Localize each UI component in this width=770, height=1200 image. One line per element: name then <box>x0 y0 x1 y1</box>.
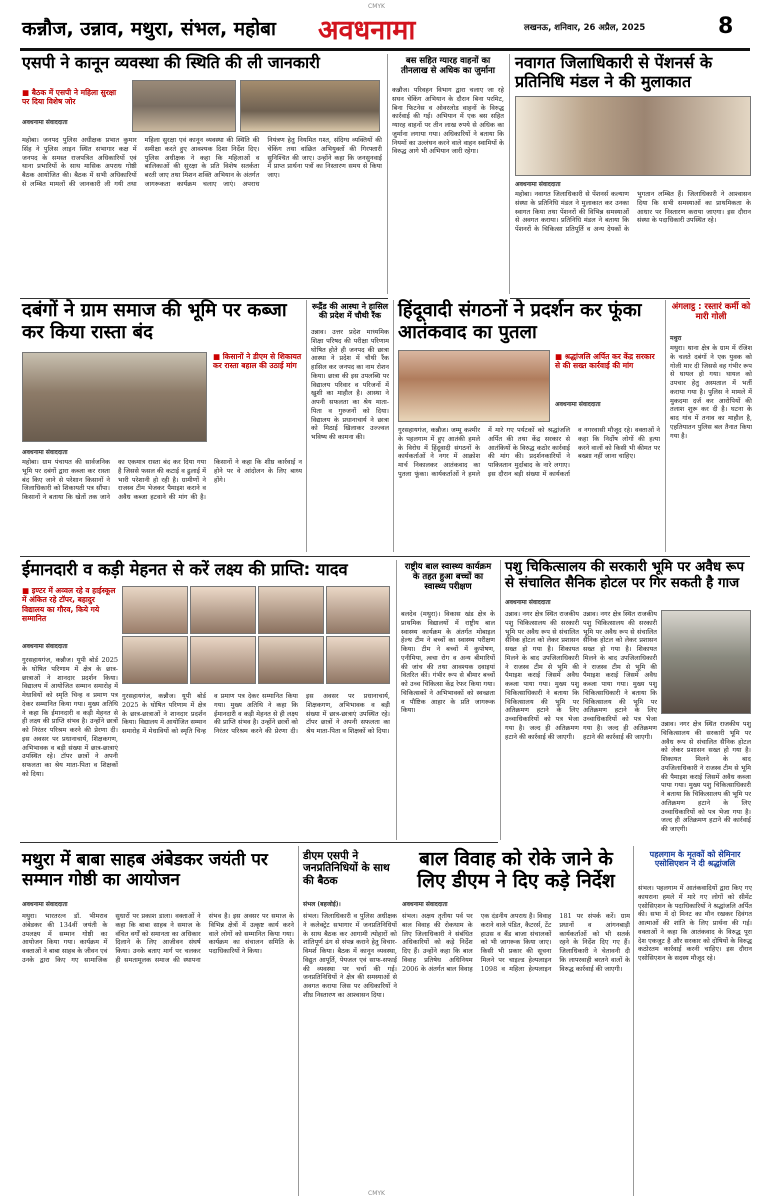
body-imaandari-right: गुरसहायगंज, कन्नौज। यूपी बोर्ड 2025 के घोषित परिणाम में क्षेत्र के छात्र-छात्राओं ने शानदार प्रदर्शन किया। विद्यालय में आयोजित सम्मान समारोह में मेधावियों को स्मृति चिन्ह व प्रमाण पत्र देकर सम्मानित किया गया। मुख्य अतिथि ने कहा कि ईमानदारी व कड़ी मेहनत से ही लक्ष्य की प्राप्ति संभव है। उन्होंने छात्रों को निरंतर परिश्रम करने की प्रेरणा दी। इस अवसर पर प्रधानाचार्य, शिक्षकगण, अभिभावक व बड़ी संख्या में छात्र-छात्राएं उपस्थित रहे। टॉपर छात्रों ने अपनी सफलता का श्रेय माता-पिता व शिक्षकों को दिया। <box>122 692 390 736</box>
body-health: बलदेव (मथुरा)। विकास खंड क्षेत्र के प्राथमिक विद्यालयों में राष्ट्रीय बाल स्वास्थ्य कार्यक्रम के अंतर्गत मोबाइल हेल्थ टीम ने बच्चों का स्वास्थ्य परीक्षण किया। टीम ने बच्चों में कुपोषण, एनीमिया, त्वचा रोग व अन्य बीमारियों की जांच की तथा आवश्यक दवाइयां वितरित कीं। गंभीर रूप से बीमार बच्चों को उच्च चिकित्सा केंद्र रेफर किया गया। चिकित्सकों ने अभिभावकों को स्वच्छता व पौष्टिक आहार के प्रति जागरूक किया। <box>401 610 495 715</box>
page-number: 8 <box>718 14 734 39</box>
byline-hindu: अवधनामा संवाददाता <box>555 401 601 408</box>
body-child-marriage: संभल। अक्षय तृतीया पर्व पर बाल विवाह की रोकथाम के लिए जिलाधिकारी ने संबंधित अधिकारियों को कड़े निर्देश दिए हैं। उन्होंने कहा कि बाल विवाह प्रतिषेध अधिनियम 2006 के अंतर्गत बाल विवाह एक दंडनीय अपराध है। विवाह कराने वाले पंडित, कैटरर्स, टेंट हाउस व बैंड बाजा संचालकों को भी जागरूक किया जाए। किसी भी प्रकार की सूचना मिलने पर चाइल्ड हेल्पलाइन 1098 व महिला हेल्पलाइन 181 पर संपर्क करें। ग्राम प्रधानों व आंगनबाड़ी कार्यकर्ताओं को भी सतर्क रहने के निर्देश दिए गए हैं। जिलाधिकारी ने चेतावनी दी कि लापरवाही बरतने वालों के विरुद्ध कार्रवाई की जाएगी। <box>402 912 630 973</box>
byline-anglaat: मथुरा <box>670 335 682 342</box>
byline-ambedkar: अवधनामा संवाददाता <box>22 901 68 908</box>
byline-child-marriage: अवधनामा संवाददाता <box>402 901 448 908</box>
body-rudrain: उन्नाव। उत्तर प्रदेश माध्यमिक शिक्षा परिषद की परीक्षा परिणाम घोषित होते ही जनपद की छात्रा आस्था ने प्रदेश में चौथी रैंक हासिल कर जनपद का नाम रोशन किया। छात्रा की इस उपलब्धि पर विद्यालय परिवार व परिजनों में खुशी का माहौल है। आस्था ने अपनी सफलता का श्रेय माता-पिता व गुरुजनों को दिया। विद्यालय के प्रधानाचार्य ने छात्रा को मिठाई खिलाकर उज्ज्वल भविष्य की कामना की। <box>311 328 389 442</box>
photo-imaandari-3 <box>258 586 324 634</box>
body-pashu-col2: उन्नाव। नगर क्षेत्र स्थित राजकीय पशु चिकित्सालय की सरकारी भूमि पर अवैध रूप से संचालित सैनिक होटल को लेकर प्रशासन सख्त हो गया है। शिकायत मिलने के बाद उपजिलाधिकारी ने राजस्व टीम से भूमि की पैमाइश कराई जिसमें अवैध कब्जा पाया गया। मुख्य पशु चिकित्साधिकारी ने बताया कि चिकित्सालय की भूमि पर अतिक्रमण हटाने के लिए उच्चाधिकारियों को पत्र भेजा गया है। जल्द ही अतिक्रमण हटाने की कार्रवाई की जाएगी। <box>583 610 657 741</box>
headline-dm-meeting: डीएम एसपी ने जनप्रतिनिधियों के साथ की बैठक <box>303 850 390 887</box>
photo-imaandari-7 <box>258 636 324 684</box>
headline-hindu: हिंदूवादी संगठनों ने प्रदर्शन कर फूंका आतंकवाद का पुतला <box>398 300 642 343</box>
kicker-imaandari: ■ इण्टर में अव्वल रहे व हाईस्कूल में अंकित रहे टॉपर, बहादुर विद्यालय का गौरव, किये गये सम्मानित <box>22 586 118 624</box>
headline-health: राष्ट्रीय बाल स्वास्थ्य कार्यक्रम के तहत हुआ बच्चों का स्वास्थ्य परीक्षण <box>404 562 492 593</box>
body-pension: महोबा। नवागत जिलाधिकारी से पेंशनर्स कल्याण संस्था के प्रतिनिधि मंडल ने मुलाकात कर उनका स्वागत किया तथा पेंशनरों की विभिन्न समस्याओं से अवगत कराया। प्रतिनिधि मंडल ने बताया कि पेंशनरों के चिकित्सा प्रतिपूर्ति व अन्य देयकों के भुगतान लम्बित हैं। जिलाधिकारी ने आश्वासन दिया कि सभी समस्याओं का प्राथमिकता के आधार पर निस्तारण कराया जाएगा। इस दौरान संस्था के पदाधिकारी उपस्थित रहे। <box>515 190 751 234</box>
issue-date: लखनऊ, शनिवार, 26 अप्रैल, 2025 <box>524 23 646 33</box>
headline-pashu: पशु चिकित्सालय की सरकारी भूमि पर अवैध रूप से संचालित सैनिक होटल पर गिर सकती है गाज <box>505 559 745 591</box>
byline-pension: अवधनामा संवाददाता <box>515 181 561 188</box>
headline-dabang: दबंगों ने ग्राम समाज की भूमि पर कब्जा कर किया रास्ता बंद <box>22 300 287 343</box>
body-pashu-col3: उन्नाव। नगर क्षेत्र स्थित राजकीय पशु चिकित्सालय की सरकारी भूमि पर अवैध रूप से संचालित सैनिक होटल को लेकर प्रशासन सख्त हो गया है। शिकायत मिलने के बाद उपजिलाधिकारी ने राजस्व टीम से भूमि की पैमाइश कराई जिसमें अवैध कब्जा पाया गया। मुख्य पशु चिकित्साधिकारी ने बताया कि चिकित्सालय की भूमि पर अतिक्रमण हटाने के लिए उच्चाधिकारियों को पत्र भेजा गया है। जल्द ही अतिक्रमण हटाने की कार्रवाई की जाएगी। <box>661 720 751 834</box>
headline-bus: बस सहित ग्यारह वाहनों का तीनलाख से अधिक का जुर्माना <box>401 56 495 77</box>
body-hindu: गुरसहायगंज, कन्नौज। जम्मू कश्मीर के पहलगाम में हुए आतंकी हमले के विरोध में हिंदूवादी संगठनों के कार्यकर्ताओं ने नगर में आक्रोश मार्च निकालकर आतंकवाद का पुतला फूंका। कार्यकर्ताओं ने हमले में मारे गए पर्यटकों को श्रद्धांजलि अर्पित की तथा केंद्र सरकार से आतंकियों के विरुद्ध कठोर कार्रवाई की मांग की। प्रदर्शनकारियों ने पाकिस्तान मुर्दाबाद के नारे लगाए। इस दौरान बड़ी संख्या में कार्यकर्ता व नगरवासी मौजूद रहे। वक्ताओं ने कहा कि निर्दोष लोगों की हत्या करने वालों को किसी भी कीमत पर बख्शा नहीं जाना चाहिए। <box>398 426 660 478</box>
divider <box>298 846 299 1196</box>
divider <box>396 560 397 840</box>
photo-imaandari-5 <box>122 636 188 684</box>
divider <box>306 300 307 552</box>
brand-logo: अवधनामा <box>318 15 416 46</box>
divider <box>387 54 388 294</box>
photo-imaandari-2 <box>190 586 256 634</box>
divider <box>20 556 750 557</box>
headline-ambedkar: मथुरा में बाबा साहब अंबेडकर जयंती पर सम्मान गोष्ठी का आयोजन <box>22 850 268 891</box>
divider <box>510 298 750 299</box>
photo-sp-meeting <box>132 80 236 132</box>
divider <box>633 846 634 1196</box>
divider <box>509 54 510 294</box>
kicker-sp: ■ बैठक में एसपी ने महिला सुरक्षा पर दिया विशेष जोर <box>22 88 126 107</box>
divider <box>20 842 498 843</box>
body-sp: महोबा। जनपद पुलिस अधीक्षक प्रभात कुमार सिंह ने पुलिस लाइन स्थित सभागार कक्ष में जनपद के समस्त राजपत्रित अधिकारियों एवं थाना प्रभारियों के साथ मासिक अपराध गोष्ठी बैठक आयोजित की। बैठक में सभी अधिकारियों से लम्बित मामलों की जानकारी ली गयी तथा महिला सुरक्षा एवं कानून व्यवस्था की स्थिति की समीक्षा करते हुए आवश्यक दिशा निर्देश दिए। पुलिस अधीक्षक ने कहा कि महिलाओं व बालिकाओं की सुरक्षा के प्रति विशेष सतर्कता बरती जाए तथा मिशन शक्ति अभियान के अंतर्गत जागरूकता कार्यक्रम चलाए जाएं। अपराध नियंत्रण हेतु नियमित गश्त, संदिग्ध व्यक्तियों की चेकिंग तथा वांछित अभियुक्तों की गिरफ्तारी सुनिश्चित की जाए। उन्होंने कहा कि जनसुनवाई में प्राप्त प्रार्थना पत्रों का निस्तारण समय से किया जाए। <box>22 136 382 188</box>
headline-rudrain: रूद्रैंड की आस्था ने हासिल की प्रदेश में चौथी रैंक <box>311 302 389 321</box>
headline-sp: एसपी ने कानून व्यवस्था की स्थिति की ली जानकारी <box>22 53 320 72</box>
photo-pension-group <box>515 96 751 176</box>
cmyk-bottom-badge: CMYK <box>368 1190 385 1197</box>
body-anglaat: मथुरा। थाना क्षेत्र के ग्राम में रंजिश के चलते दबंगों ने एक युवक को गोली मार दी जिससे वह गंभीर रूप से घायल हो गया। घायल को उपचार हेतु अस्पताल में भर्ती कराया गया है। पुलिस ने मामले में मुकदमा दर्ज कर आरोपियों की तलाश शुरू कर दी है। घटना के बाद गांव में तनाव का माहौल है, एहतियातन पुलिस बल तैनात किया गया है। <box>670 344 752 440</box>
photo-sp-officer <box>240 80 380 132</box>
cmyk-top-badge: CMYK <box>368 3 385 10</box>
photo-hindu-protest <box>398 350 550 422</box>
byline-sp: अवधनामा संवाददाता <box>22 119 68 126</box>
kicker-hindu: ■ श्रद्धांजलि अर्पित कर केंद्र सरकार से की सख्त कार्रवाई की मांग <box>555 352 660 371</box>
body-imaandari-left: गुरसहायगंज, कन्नौज। यूपी बोर्ड 2025 के घोषित परिणाम में क्षेत्र के छात्र-छात्राओं ने शानदार प्रदर्शन किया। विद्यालय में आयोजित सम्मान समारोह में मेधावियों को स्मृति चिन्ह व प्रमाण पत्र देकर सम्मानित किया गया। मुख्य अतिथि ने कहा कि ईमानदारी व कड़ी मेहनत से ही लक्ष्य की प्राप्ति संभव है। उन्होंने छात्रों को निरंतर परिश्रम करने की प्रेरणा दी। इस अवसर पर प्रधानाचार्य, शिक्षकगण, अभिभावक व बड़ी संख्या में छात्र-छात्राएं उपस्थित रहे। टॉपर छात्रों ने अपनी सफलता का श्रेय माता-पिता व शिक्षकों को दिया। <box>22 656 118 778</box>
headline-imaandari: ईमानदारी व कड़ी मेहनत से करें लक्ष्य की प्राप्ति: यादव <box>22 560 348 579</box>
photo-imaandari-4 <box>326 586 390 634</box>
headline-pension: नवागत जिलाधिकारी से पेंशनर्स के प्रतिनिधि मंडल ने की मुलाकात <box>515 53 713 91</box>
body-dm-meeting: संभल। जिलाधिकारी व पुलिस अधीक्षक ने कलेक्ट्रेट सभागार में जनप्रतिनिधियों के साथ बैठक कर आगामी त्योहारों को शांतिपूर्ण ढंग से संपन्न कराने हेतु विचार-विमर्श किया। बैठक में कानून व्यवस्था, विद्युत आपूर्ति, पेयजल एवं साफ-सफाई की व्यवस्था पर चर्चा की गई। जनप्रतिनिधियों ने क्षेत्र की समस्याओं से अवगत कराया जिस पर अधिकारियों ने शीघ्र निस्तारण का आश्वासन दिया। <box>303 912 397 999</box>
divider <box>393 300 394 552</box>
divider <box>665 300 666 552</box>
headline-child-marriage: बाल विवाह को रोके जाने के लिए डीएम ने दिए कड़े निर्देश <box>417 848 615 893</box>
body-dabang: महोबा। ग्राम पंचायत की सार्वजनिक भूमि पर दबंगों द्वारा कब्जा कर रास्ता बंद किए जाने से परेशान किसानों ने जिलाधिकारी को शिकायती पत्र सौंपा। किसानों ने बताया कि खेतों तक जाने का एकमात्र रास्ता बंद कर दिया गया है जिससे फसल की कटाई व ढुलाई में भारी परेशानी हो रही है। ग्रामीणों ने राजस्व टीम भेजकर पैमाइश कराने व अवैध कब्जा हटवाने की मांग की है। किसानों ने कहा कि शीघ्र कार्रवाई न होने पर वे आंदोलन के लिए बाध्य होंगे। <box>22 458 302 502</box>
body-bus: कन्नौज। परिवहन विभाग द्वारा चलाए जा रहे सघन चेकिंग अभियान के दौरान बिना परमिट, बिना फिटनेस व ओवरलोड वाहनों के विरुद्ध कार्रवाई की गई। अभियान में एक बस सहित ग्यारह वाहनों पर तीन लाख रुपये से अधिक का जुर्माना लगाया गया। अधिकारियों ने बताया कि नियमों का उल्लंघन करने वाले वाहन स्वामियों के विरुद्ध आगे भी अभियान जारी रहेगा। <box>392 86 504 156</box>
divider <box>500 560 501 840</box>
divider <box>20 298 388 299</box>
photo-imaandari-8 <box>326 636 390 684</box>
headline-anglaat: अंगलाट्ठ : रस्तारं कर्मी को मारी गोली <box>671 302 751 323</box>
body-pashu-col1: उन्नाव। नगर क्षेत्र स्थित राजकीय पशु चिकित्सालय की सरकारी भूमि पर अवैध रूप से संचालित सैनिक होटल को लेकर प्रशासन सख्त हो गया है। शिकायत मिलने के बाद उपजिलाधिकारी ने राजस्व टीम से भूमि की पैमाइश कराई जिसमें अवैध कब्जा पाया गया। मुख्य पशु चिकित्साधिकारी ने बताया कि चिकित्सालय की भूमि पर अतिक्रमण हटाने के लिए उच्चाधिकारियों को पत्र भेजा गया है। जल्द ही अतिक्रमण हटाने की कार्रवाई की जाएगी। <box>505 610 579 741</box>
byline-dm-meeting: संभल (बहजोई)। <box>303 901 341 908</box>
photo-pashu-hospital <box>661 610 751 714</box>
photo-imaandari-6 <box>190 636 256 684</box>
kicker-dabang: ■ किसानों ने डीएम से शिकायत कर रास्ता बहाल की उठाई मांग <box>213 352 303 371</box>
byline-imaandari: अवधनामा संवाददाता <box>22 643 68 650</box>
body-cement: संभल। पहलगाम में आतंकवादियों द्वारा किए गए कायराना हमले में मारे गए लोगों को सीमेंट एसोसिएशन के पदाधिकारियों ने श्रद्धांजलि अर्पित की। सभा में दो मिनट का मौन रखकर दिवंगत आत्माओं की शांति के लिए प्रार्थना की गई। वक्ताओं ने कहा कि आतंकवाद के विरुद्ध पूरा देश एकजुट है और सरकार को दोषियों के विरुद्ध कठोरतम कार्रवाई करनी चाहिए। इस दौरान एसोसिएशन के सदस्य मौजूद रहे। <box>638 884 752 963</box>
masthead-rule <box>20 48 750 51</box>
headline-cement: पहलगाम के मृतकों को सेमिनार एसोसिएशन ने दी श्रद्धांजलि <box>649 850 741 869</box>
photo-dabang-villagers <box>22 352 207 442</box>
body-ambedkar: मथुरा। भारतरत्न डॉ. भीमराव अंबेडकर की 134वीं जयंती के उपलक्ष्य में सम्मान गोष्ठी का आयोजन किया गया। कार्यक्रम में वक्ताओं ने बाबा साहब के जीवन एवं उनके द्वारा किए गए सामाजिक सुधारों पर प्रकाश डाला। वक्ताओं ने कहा कि बाबा साहब ने समाज के वंचित वर्गों को समानता का अधिकार दिलाने के लिए आजीवन संघर्ष किया। उनके बताए मार्ग पर चलकर ही समतामूलक समाज की स्थापना संभव है। इस अवसर पर समाज के विभिन्न क्षेत्रों में उत्कृष्ट कार्य करने वाले लोगों को सम्मानित किया गया। कार्यक्रम का संचालन समिति के पदाधिकारियों ने किया। <box>22 912 294 964</box>
cities-line: कन्नौज, उन्नाव, मथुरा, संभल, महोबा <box>22 18 276 40</box>
byline-pashu: अवधनामा संवाददाता <box>505 599 551 606</box>
byline-dabang: अवधनामा संवाददाता <box>22 449 68 456</box>
photo-imaandari-1 <box>122 586 188 634</box>
